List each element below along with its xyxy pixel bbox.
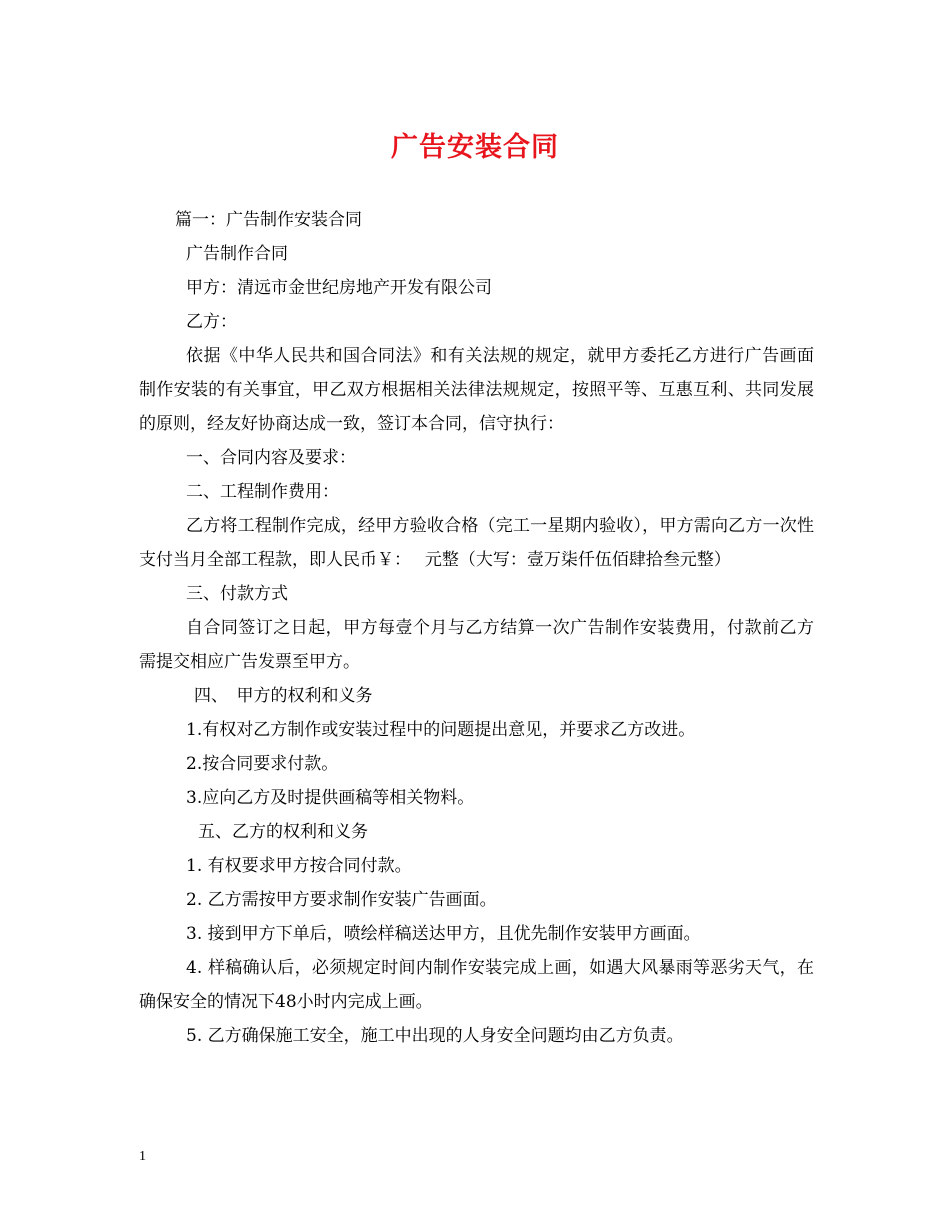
party-b-duty-4: 4. 样稿确认后，必须规定时间内制作安装完成上画，如遇大风暴雨等恶劣天气，在确保安全的情况下48小时内完成上画。	[139, 958, 814, 1012]
party-a-duty-1: 1.有权对乙方制作或安装过程中的问题提出意见，并要求乙方改进。	[186, 720, 696, 740]
party-a: 甲方：清远市金世纪房地产开发有限公司	[186, 278, 492, 298]
payment-method-paragraph: 自合同签订之日起，甲方每壹个月与乙方结算一次广告制作安装费用，付款前乙方需提交相应广告发票至甲方。	[139, 618, 814, 672]
page-number: 1	[139, 1149, 146, 1164]
document-title: 广告安装合同	[391, 132, 559, 163]
document-body	[139, 203, 814, 1053]
party-b-duty-5: 5. 乙方确保施工安全，施工中出现的人身安全问题均由乙方负责。	[186, 1026, 684, 1046]
party-b-duty-3: 3. 接到甲方下单后，喷绘样稿送达甲方，且优先制作安装甲方画面。	[186, 924, 701, 944]
clause-heading-1: 一、合同内容及要求：	[186, 448, 356, 468]
party-b-duty-1: 1. 有权要求甲方按合同付款。	[186, 856, 412, 876]
clause-heading-3: 三、付款方式	[186, 584, 288, 604]
party-b: 乙方：	[186, 312, 237, 332]
clause-heading-2: 二、工程制作费用：	[186, 482, 339, 502]
contract-name: 广告制作合同	[186, 244, 288, 264]
preamble-paragraph: 依据《中华人民共和国合同法》和有关法规的规定，就甲方委托乙方进行广告画面制作安装的有关事宜，甲乙双方根据相关法律法规规定，按照平等、互惠互利、共同发展的原则，经友好协商达成一致，签订本合同，信守执行：	[139, 346, 814, 434]
payment-amount-paragraph: 乙方将工程制作完成，经甲方验收合格（完工一星期内验收），甲方需向乙方一次性支付当月全部工程款，即人民币￥： 元整（大写：壹万柒仟伍佰肆拾叁元整）	[139, 516, 814, 570]
clause-heading-5: 五、乙方的权利和义务	[198, 822, 368, 842]
party-b-duty-2: 2. 乙方需按甲方要求制作安装广告画面。	[186, 890, 497, 910]
party-a-duty-3: 3.应向乙方及时提供画稿等相关物料。	[186, 788, 475, 808]
section-heading: 篇一：广告制作安装合同	[175, 210, 362, 230]
party-a-duty-2: 2.按合同要求付款。	[186, 754, 339, 774]
clause-heading-4: 四、 甲方的权利和义务	[194, 686, 373, 706]
